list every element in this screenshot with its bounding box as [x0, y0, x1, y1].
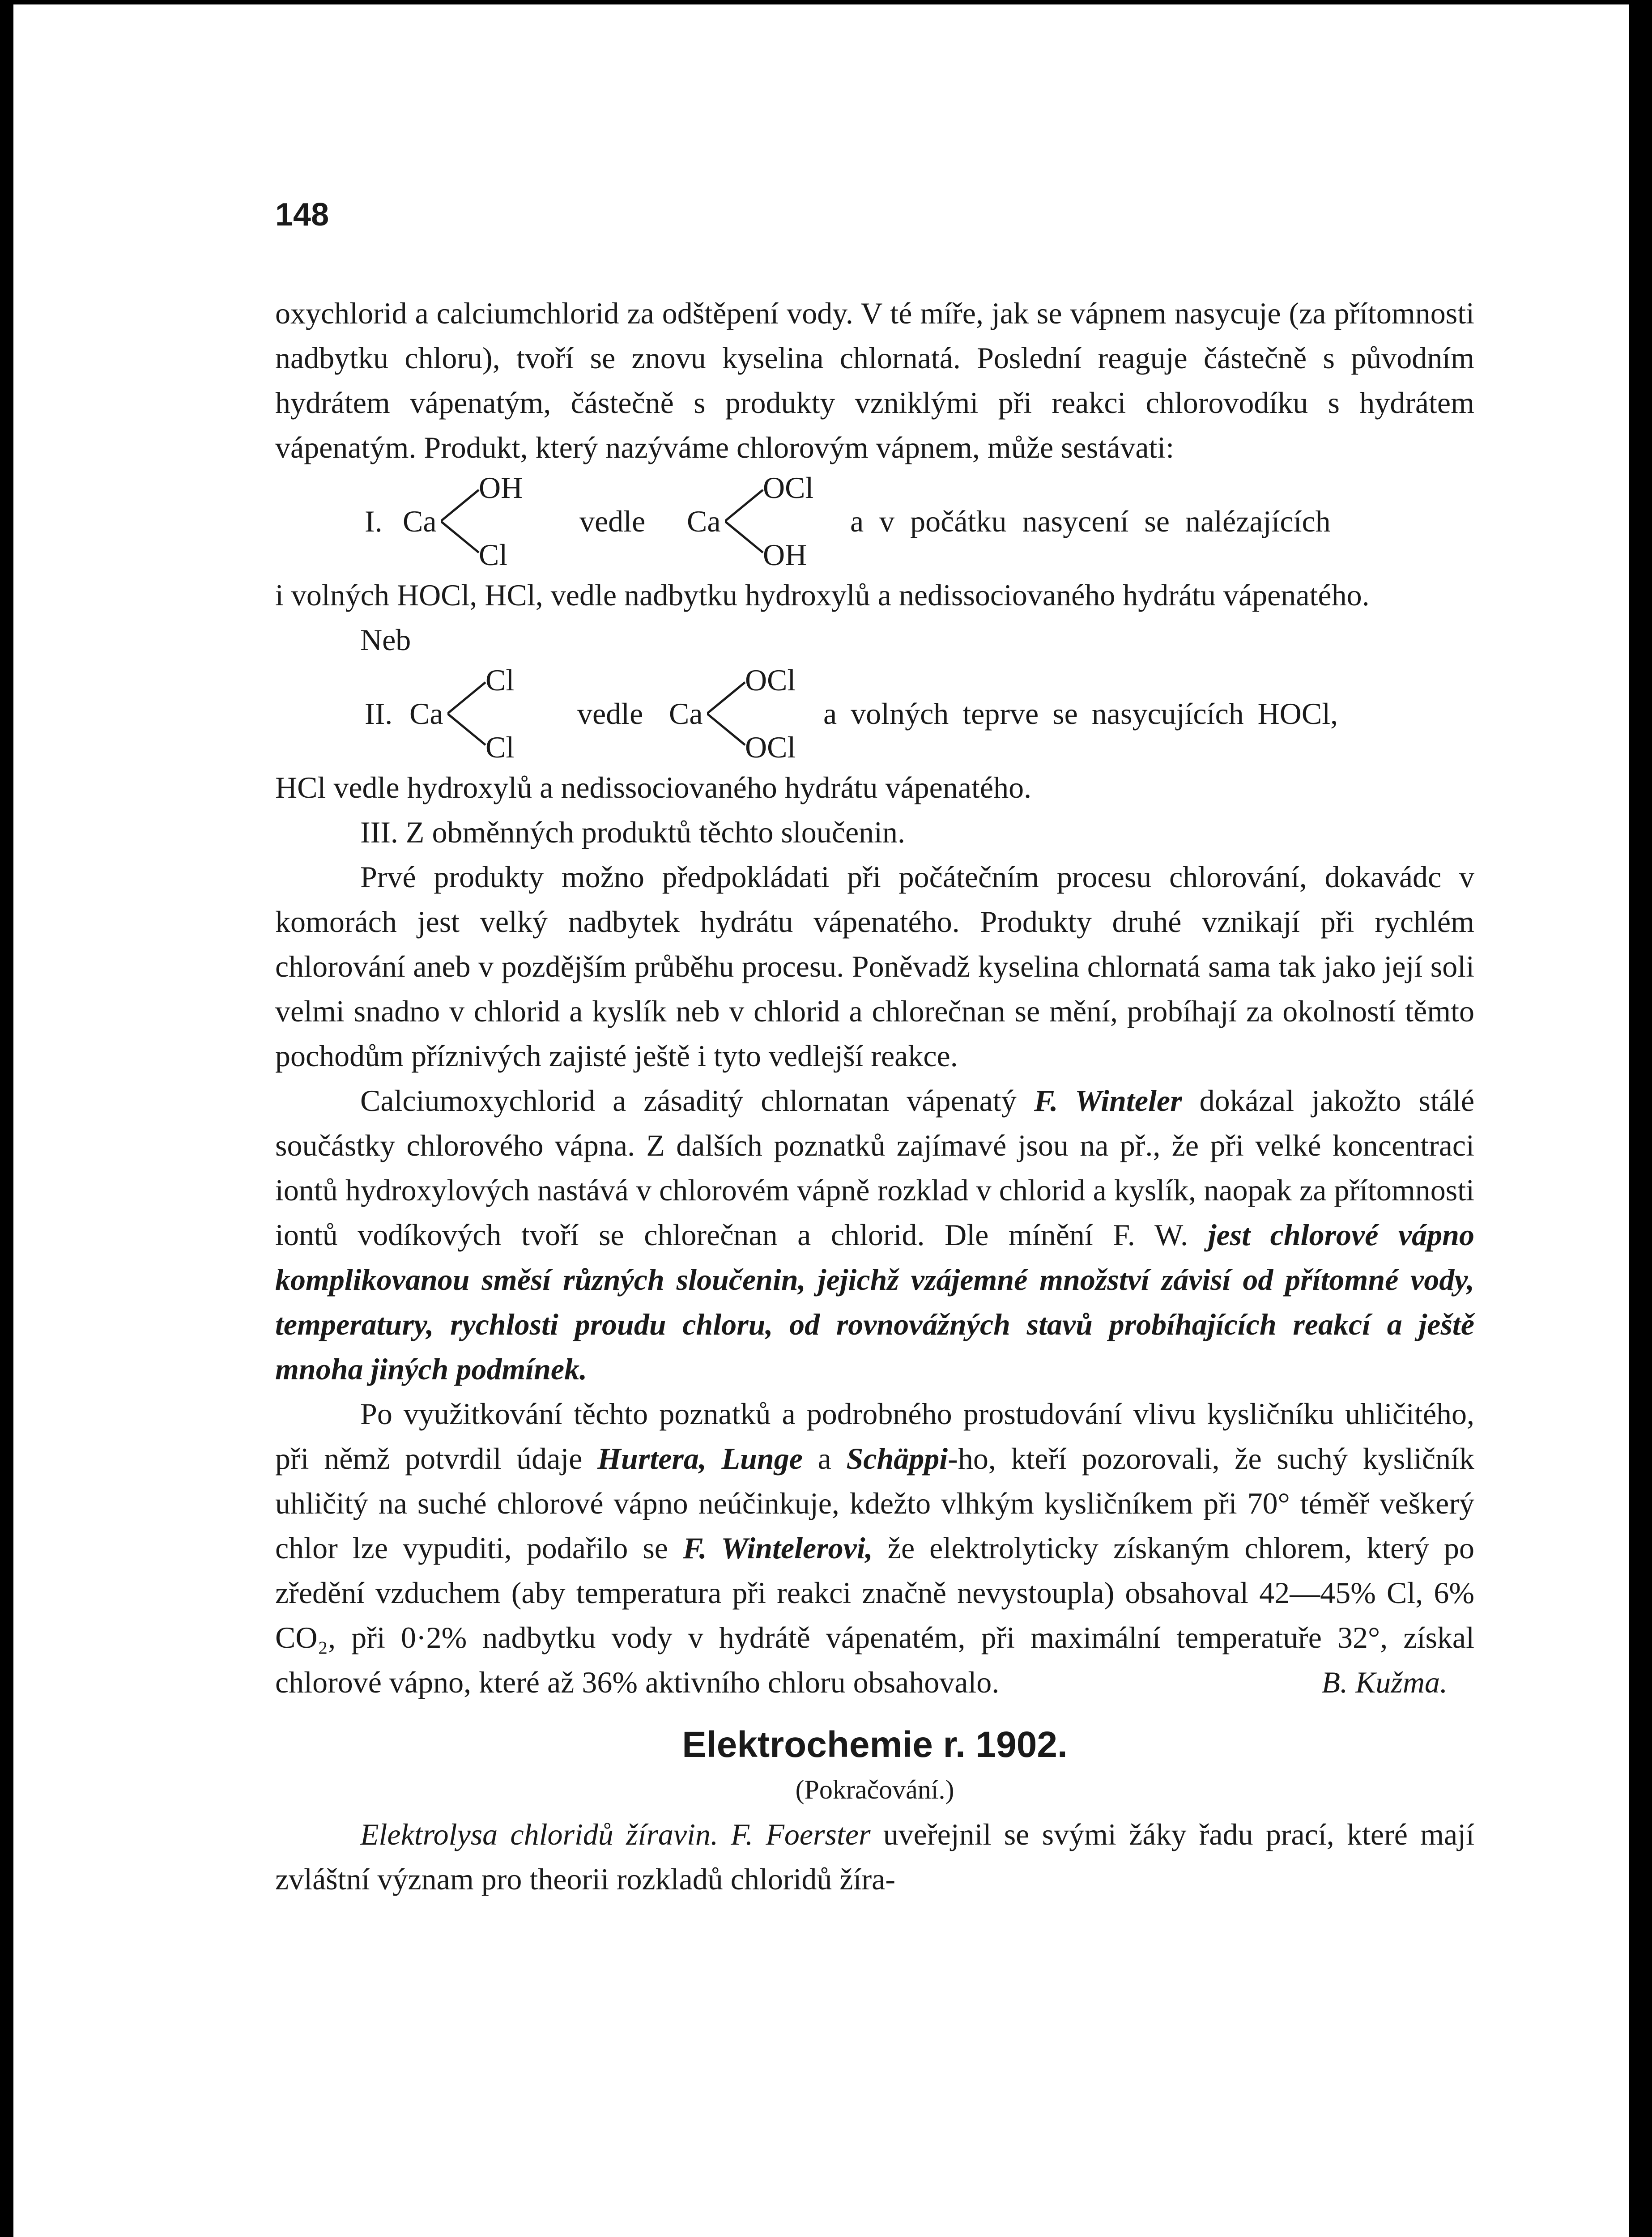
- author-hurter: Hurtera,: [597, 1442, 707, 1476]
- calcium-emphasis: jest chlorové vápno komplikovanou směsí různých sloučenin, jejichž vzájemné množství závisí od přítomné vody, temperatury, rychlosti proudu chloru, od rovnovážných stavů probíhajících reakcí a ještě mnoha jiných podmínek.: [275, 1218, 1474, 1386]
- formula-1-bot2: OH: [763, 538, 807, 572]
- calcium-text-b: dokázal jakožto stálé součástky chlorového vápna. Z dalších poznatků zajímavé jsou na př., že při velké koncentraci iontů hydroxylových nastává v chlorovém vápně rozklad v chlorid a kyslík, naopak za přítomnosti iontů vodíkových tvoří se chlorečnan a chlorid. Dle mínění F. W.: [275, 1084, 1475, 1252]
- po-text-c: že elektrolyticky získaným chlorem, který po zředění vzduchem (aby temperatura při reakci značně nevystoupla) obsahoval 42—45% Cl, 6% CO₂, při 0·2% nadbytku vody v hydrátě vápenatém, při maximální temperatuře 32°, získal chlorové vápno, které až 36% aktivního chloru obsahovalo.: [275, 1531, 1475, 1699]
- formula-2-vedle: vedle: [577, 697, 643, 731]
- formula-1: [275, 470, 1474, 573]
- neb-label: Neb: [360, 623, 411, 657]
- paragraph-intro: oxychlorid a calciumchlorid za odštěpení vody. V té míře, jak se vápnem nasycuje (za přítomnosti nadbytku chloru), tvoří se znovu kyselina chlornatá. Poslední reaguje částečně s původním hydrátem vápenatým, částečně s produkty vzniklými při reakci chlorovodíku s hydrátem vápenatým. Produkt, který nazýváme chlorovým vápnem, může sestávati:: [275, 296, 1474, 464]
- page-number: 148: [275, 197, 329, 233]
- paragraph-prve: Prvé produkty možno předpokládati při počátečním procesu chlorování, dokavádc v komorách jest velký nadbytek hydrátu vápenatého. Produkty druhé vznikají při rychlém chlorování aneb v pozdějším průběhu procesu. Poněvadž kyselina chlornatá sama tak jako její soli velmi snadno v chlorid a kyslík neb v chlorid a chlorečnan se mění, probíhají za okolností těmto pochodům příznivých zajisté ještě i tyto vedlejší reakce.: [275, 860, 1474, 1073]
- author-winteler: F. Winteler: [1034, 1084, 1182, 1118]
- formula-2-top2: OCl: [745, 663, 796, 697]
- section-subheading: (Pokračování.): [795, 1775, 954, 1804]
- formula-2-bond1: [447, 680, 488, 747]
- formula-1-label: I.: [365, 504, 383, 538]
- formula-1-ca1: Ca: [403, 504, 437, 538]
- calcium-text-a: Calciumoxychlorid a zásaditý chlornatan vápenatý: [360, 1084, 1017, 1118]
- formula-2-tail: a volných teprve se nasycujících HOCl,: [823, 697, 1338, 731]
- formula-1-vedle: vedle: [579, 504, 646, 538]
- paragraph-po: [275, 1391, 1474, 1705]
- paragraph-calcium: [275, 1078, 1474, 1391]
- formula-2-ca2: Ca: [669, 697, 703, 731]
- formula-2-ca1: Ca: [409, 697, 443, 731]
- formula-1-bond2: [725, 488, 765, 555]
- author-schappi: Schäppi: [846, 1442, 948, 1476]
- page: [13, 4, 1629, 2237]
- formula-2: [275, 662, 1474, 765]
- document-body: [275, 192, 1474, 1901]
- formula-1-top1: OH: [479, 471, 523, 505]
- po-text-a: Po využitkování těchto poznatků a podrobného prostudování vlivu kysličníku uhličitého, při němž potvrdil údaje: [275, 1397, 1474, 1476]
- signature: B. Kužma.: [1321, 1665, 1448, 1699]
- paragraph-last: [275, 1812, 1474, 1901]
- formula-1-bond1: [441, 488, 481, 555]
- section-heading: Elektrochemie r. 1902.: [682, 1724, 1068, 1765]
- formula-2-top1: Cl: [485, 663, 515, 697]
- formula-2-bond2: [707, 680, 747, 747]
- author-lunge: Lunge: [721, 1442, 803, 1476]
- last-text: uveřejnil se svými žáky řadu prací, které mají zvláštní význam pro theorii rozkladů chloridů žíra-: [275, 1817, 1475, 1896]
- word-a: a: [817, 1442, 831, 1476]
- author-wintelerovi: F. Wintelerovi,: [683, 1531, 873, 1565]
- formula-1-top2: OCl: [763, 471, 814, 505]
- item-three: III. Z obměnných produktů těchto sloučenin.: [360, 815, 906, 849]
- formula-1-ca2: Ca: [687, 504, 721, 538]
- formula-1-bot1: Cl: [479, 538, 508, 572]
- last-emphasis: Elektrolysa chloridů žíravin.: [360, 1817, 719, 1851]
- formula-1-tail: a v počátku nasycení se nalézajících: [850, 504, 1331, 538]
- paragraph-after-formula-2: HCl vedle hydroxylů a nedissociovaného hydrátu vápenatého.: [275, 770, 1032, 804]
- formula-2-label: II.: [365, 697, 393, 731]
- author-foerster: F. Foerster: [731, 1817, 871, 1851]
- formula-2-bot1: Cl: [485, 730, 515, 764]
- formula-2-bot2: OCl: [745, 730, 796, 764]
- suffix-ho: -ho,: [948, 1442, 996, 1476]
- po-text-b: kteří pozorovali, že suchý kysličník uhličitý na suché chlorové vápno neúčinkuje, kdežto vlhkým kysličníkem při 70° téměř veškerý chlor lze vypuditi, podařilo se: [275, 1442, 1474, 1565]
- paragraph-after-formula-1: i volných HOCl, HCl, vedle nadbytku hydroxylů a nedissociovaného hydrátu vápenatého.: [275, 578, 1370, 612]
